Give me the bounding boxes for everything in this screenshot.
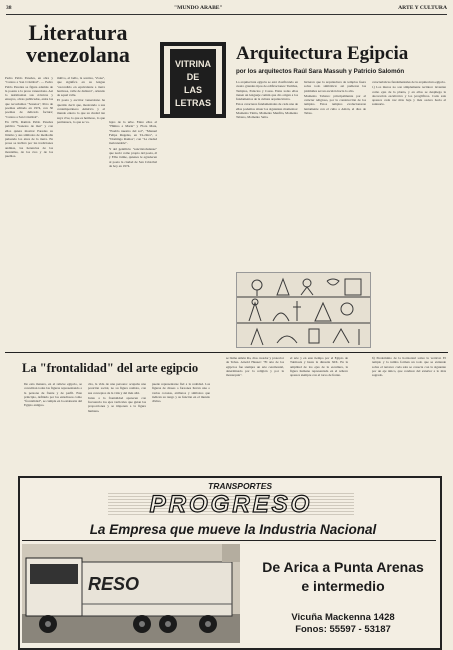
egyptian-relief-image	[236, 272, 371, 348]
vitrina-line1: VITRINA	[175, 59, 211, 69]
article-fr-col2	[88, 382, 146, 472]
article-lv-title-line1: Literatura	[28, 20, 128, 45]
article-ae-col1	[236, 80, 298, 270]
article-lv-col1-p2: En 1976, Ramón Pablo Paredes publica "Sonetos de mar" y con ellos quiere mostrar Paredes su lirismo y sus símbolos de mediodía pulsando los aires de la tierra. En prosa se inclinó por las tradiciones andinas, las herencias de las montañas, de los ríos y de los pueblos.	[5, 119, 53, 159]
horizontal-divider	[5, 352, 448, 353]
article-fr-col1	[24, 382, 82, 472]
article-ae-col1-p2: Estos caracteres fundamentales de cada una de ellas podemos situar los siguientes momentos: Momento Tinita, Momento Menfita, Momento Tebano, Momento Saíta.	[236, 102, 298, 120]
article-lv-title-line2: venezolana	[26, 42, 130, 67]
article-lv-title	[18, 22, 138, 66]
ad-top-label: TRANSPORTES	[208, 481, 273, 491]
article-lv-col1	[5, 76, 53, 351]
article-fr-col3	[152, 382, 210, 472]
article-ae-col2-p1: hicieron que la arquitectura de templos fuera sobre todo simbólica: así pudieron las pirámides ser un escalón hacia lo alto.	[304, 80, 366, 93]
article-ae-title: Arquitectura Egipcia	[236, 43, 409, 64]
vitrina-line2: DE	[186, 72, 200, 82]
ad-divider	[22, 540, 436, 541]
truck-lettering: RESO	[88, 574, 140, 594]
article-lv-col3	[109, 120, 157, 351]
article-lv-col2-p2: El poeta y escritor venezolano ha querido decir que, mostrando a sus contemporáneos América y el mundo entero lo que su ciudad tan suya vive, lo que es hermoso, lo que permanece, lo que se va.	[57, 98, 105, 124]
article-lv-col1-p1: Pedro Pablo Paredes, en obra y "Cantos a San Cristóbal". — Pedro Pablo Paredes se figura además de la poesía a la prosa venezolana. Así lo testimonian sus crónicas y ensayos, obras publicadas, entre las que recordamos "Sonetos", libro de poemas editado en 1974, con 30 poemas de delicado factura; "Cantos a San Cristóbal".	[5, 76, 53, 119]
ad-route-line2: e intermedio	[301, 578, 385, 594]
ad-brand: PROGRESO	[108, 491, 354, 517]
article-ae-col1-p1: La arquitectura egipcia se está clasificando en cuatro grandes tipos de edificaciones: Tumbas, Templos, Palacios y Casas. Entre todas ellas tienen un lenguaje común que dio origen a los fundamentos de la cultura arquitectónica.	[236, 80, 298, 102]
section-name: ARTE Y CULTURA	[398, 5, 447, 11]
article-ae-byline: por los arquitectos Raúl Sara Massuh y Patricio Salomón	[236, 68, 405, 75]
article-fr-title: La "frontalidad" del arte egipcio	[22, 361, 199, 375]
publication-name: "MUNDO ARABE"	[174, 5, 223, 11]
article-fr-col1-p1: De esta manera, en el relieve egipcio, se concebían todas las figuras representando a la persona de frente y de perfil. Este principio, definido por los estudiosos como "frontalidad", se cumple en la estatuaria del Egipto antiguo.	[24, 382, 82, 408]
ad-contact	[252, 612, 434, 636]
egyptian-relief-drawing	[237, 273, 370, 347]
article-fr-col4-p1: se llama Amón Ra, dios creador y protector de Tebas. Arnold Hauser: "El arte de los egipcios fue siempre un arte ceremonial, determinado por la religión y por la monarquía".	[226, 356, 284, 378]
article-fr-col3-p1: puede representarse fiel a la realidad. Las figuras de dioses o faraones llevan una o varias coronas, atributos y símbolos que indican su rango y su función en el mundo divino.	[152, 382, 210, 404]
ad-address: Vicuña Mackenna 1428	[291, 612, 395, 623]
article-fr-col2-p2: Junto a la frontalidad aparecen con frecuencia los ejes verticales que guían las proporciones y se imponen a la figura humana.	[88, 395, 146, 413]
article-fr-col6	[372, 356, 446, 472]
article-lv-col2-p1: mitivo, el bello, la sonrisa, "Zona", que significa en su lengua "escondido en equivalente a tierra hermosa, valle de dulzura", oriundo de aquel valle.	[57, 76, 105, 98]
article-ae-col3-p1: características fundamentales de la arquitectura egipcia.	[372, 80, 446, 84]
ad-tagline: La Empresa que mueve la Industria Nacional	[89, 522, 377, 537]
article-fr-col5-p1: el arte y en este tiempo por el Egipto de Tutmosis y hasta la dinastía XIX. En la amplitud de los ejes de la escultura, la figura humana representada en el relieve aparece siempre con el torso de frente.	[290, 356, 348, 378]
ad-route	[252, 558, 434, 596]
article-ae-col3	[372, 80, 446, 348]
truck-photo	[22, 544, 240, 643]
vitrina-badge	[160, 42, 226, 118]
ad-route-line1: De Arica a Punta Arenas	[262, 559, 424, 575]
ad-phones: Fonos: 55597 - 53187	[295, 624, 391, 635]
page-header	[6, 3, 447, 15]
article-fr-col5	[290, 356, 348, 472]
article-fr-col6-p1: 6) Predominio de la horizontal sobre la vertical. El templo y la tumba forman un todo que se extiende sobre el terreno: cada sala se conecta con la siguiente por un eje único, que conduce del exterior a lo más sagrado.	[372, 356, 446, 378]
article-lv-col3-p1: lujos de la urbe. Entre ellos el "Himno a María" y Flora Mata, "Pueblo nuestro del sol", "Manuel Felipe Rugeles, en Tá-chira", a "Domingo Ramos", con "La ciudad inalcanzable".	[109, 120, 157, 146]
article-fr-col2-p1: cita, la vida de una persona: ocupaba una posición social, no su figura realista, con sus conceptos de la vida y del más allá.	[88, 382, 146, 395]
page-number: 38	[6, 5, 12, 11]
article-ae-col2	[304, 80, 366, 270]
article-ae-col2-p2: Momento Tebano: principalmente por el carácter religioso, por la construcción de los templos. Estos templos evolucionaron lentamente con el culto a Amón, el dios de Tebas.	[304, 93, 366, 116]
article-ae-col3-p2: 1) Los muros no son simplemente recintos: levantan como ejes de la planta, y en ellos se despliega la decoración escultórica y los jeroglíficos. Cada sala aparece cada vez más baja y más oscura hacia el santuario.	[372, 85, 446, 107]
vitrina-line4: LETRAS	[175, 98, 211, 108]
vitrina-line3: LAS	[184, 85, 202, 95]
article-lv-col2	[57, 76, 105, 351]
article-lv-col3-p2: Y del gentilicio "sancristobalense" que nació como propio del poeta, él y Elba Jaime, quienes le agradecen al poeta la ciudad de San Cristóbal de hoy en 1974.	[109, 146, 157, 168]
article-fr-col4	[226, 356, 284, 472]
transportes-ad	[18, 476, 442, 650]
